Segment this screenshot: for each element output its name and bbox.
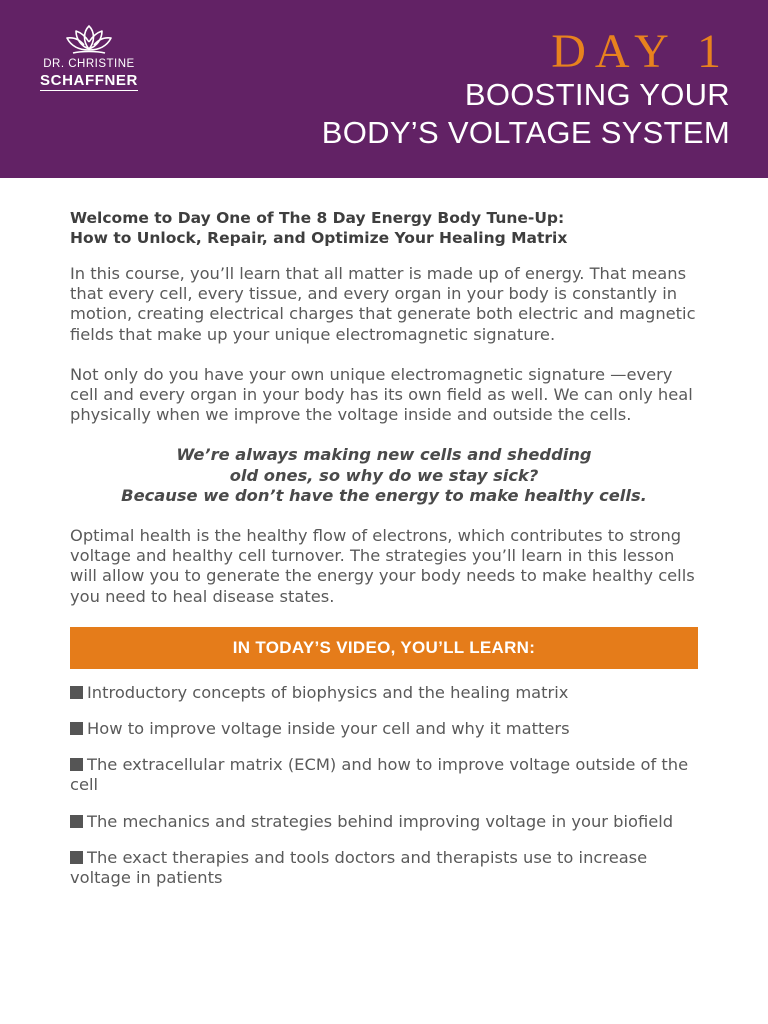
list-item-text: The exact therapies and tools doctors and therapists use to increase voltage in patients bbox=[70, 847, 648, 888]
brand-logo bbox=[30, 22, 148, 91]
list-item bbox=[70, 812, 698, 832]
page-title-line-1: BOOSTING YOUR bbox=[464, 77, 730, 112]
logo-name-line: SCHAFFNER bbox=[40, 72, 138, 89]
square-bullet-icon bbox=[70, 686, 83, 699]
intro-heading bbox=[70, 208, 698, 248]
list-item-text: The extracellular matrix (ECM) and how to improve voltage outside of the cell bbox=[70, 755, 689, 795]
square-bullet-icon bbox=[70, 851, 83, 864]
list-item bbox=[70, 719, 698, 739]
logo-title-line: DR. CHRISTINE bbox=[43, 58, 135, 70]
square-bullet-icon bbox=[70, 722, 83, 735]
header-banner bbox=[0, 0, 768, 178]
page-title-line-2: BODY’S VOLTAGE SYSTEM bbox=[321, 115, 730, 150]
intro-heading-line-2: How to Unlock, Repair, and Optimize Your Healing Matrix bbox=[70, 229, 568, 247]
list-item-text: How to improve voltage inside your cell and why it matters bbox=[87, 719, 570, 739]
square-bullet-icon bbox=[70, 815, 83, 828]
body-paragraph-3: Optimal health is the healthy flow of electrons, which contributes to strong voltage and healthy cell turnover. The strategies you’ll learn in this lesson will allow you to generate the energy your body needs to make healthy cells you need to heal disease states. bbox=[70, 526, 695, 606]
list-item bbox=[70, 683, 698, 703]
learning-list bbox=[70, 683, 698, 888]
pull-quote-line-1: We’re always making new cells and shedding bbox=[176, 445, 592, 465]
body-paragraph-2: Not only do you have your own unique electromagnetic signature —every cell and every organ in your body has its own field as well. We can only heal physically when we improve the voltage inside and outside the cells. bbox=[70, 364, 693, 425]
body-paragraph-1: In this course, you’ll learn that all matter is made up of energy. That means that every cell, every tissue, and every organ in your body is constantly in motion, creating electrical charges that generate both electric and magnetic fields that make up your unique electromagnetic signature. bbox=[70, 264, 696, 344]
intro-heading-line-1: Welcome to Day One of The 8 Day Energy Body Tune-Up: bbox=[70, 209, 565, 227]
page-title bbox=[322, 76, 730, 152]
square-bullet-icon bbox=[70, 758, 83, 771]
list-item-text: Introductory concepts of biophysics and the healing matrix bbox=[87, 682, 569, 702]
section-banner: IN TODAY’S VIDEO, YOU’LL LEARN: bbox=[70, 627, 698, 669]
pull-quote-line-3: Because we don’t have the energy to make healthy cells. bbox=[121, 485, 647, 505]
day-label: DAY 1 bbox=[551, 25, 730, 78]
pull-quote bbox=[70, 445, 698, 506]
list-item bbox=[70, 848, 698, 888]
lotus-logo-icon bbox=[63, 22, 115, 56]
main-content bbox=[70, 208, 698, 904]
list-item-text: The mechanics and strategies behind improving voltage in your biofield bbox=[87, 811, 674, 831]
list-item bbox=[70, 755, 698, 795]
pull-quote-line-2: old ones, so why do we stay sick? bbox=[229, 465, 539, 485]
